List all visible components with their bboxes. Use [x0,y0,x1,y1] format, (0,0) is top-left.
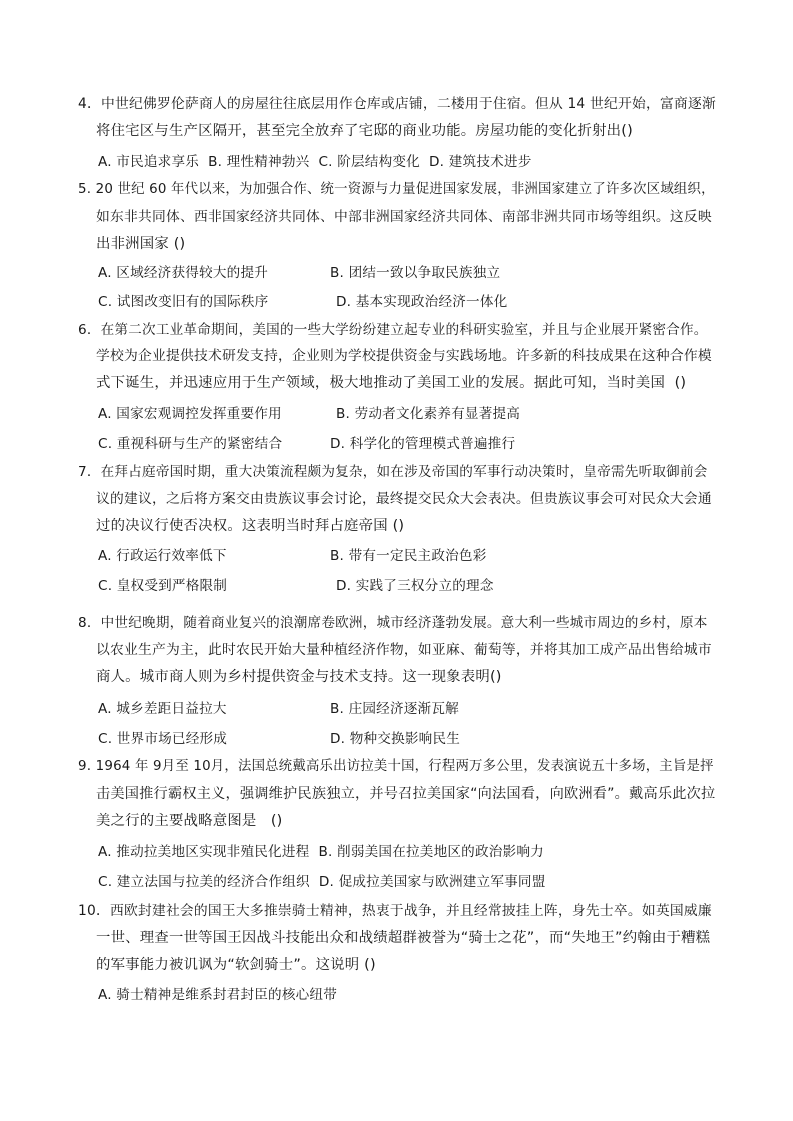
option-d: D. 物种交换影响民生 [330,731,461,747]
question-stem-line: 议的建议，之后将方案交由贵族议事会讨论，最终提交民众大会表决。但贵族议事会可对民众大会通 [96,491,712,507]
option-b: B. 庄园经济逐渐瓦解 [330,701,459,717]
question-stem-line: 美之行的主要战略意图是 () [96,813,283,829]
question-stem-line: 以农业生产为主，此时农民开始大量种植经济作物，如亚麻、葡萄等，并将其加工成产品出售给城市 [96,642,712,658]
question-stem-line: 的军事能力被讥讽为“软剑骑士”。这说明 () [96,957,376,973]
option-c: C. 世界市场已经形成 [98,731,228,747]
question-stem-line: 一世、理查一世等国王因战斗技能出众和战绩超群被誉为“骑士之花”，而“失地王”约翰由于糟糕 [96,930,711,946]
option-c: C. 皇权受到严格限制 [98,578,228,594]
question-stem-line: 7．在拜占庭帝国时期，重大决策流程颇为复杂，如在涉及帝国的军事行动决策时，皇帝需先听取御前会 [78,464,708,480]
question-stem-line: 式下诞生，并迅速应用于生产领域，极大地推动了美国工业的发展。据此可知，当时美国 () [96,375,687,391]
question-stem-line: 5. 20 世纪 60 年代以来，为加强合作、统一资源与力量促进国家发展，非洲国家建立了许多次区域组织， [78,182,715,197]
question-stem-line: 出非洲国家 () [96,236,186,252]
option-c: C. 重视科研与生产的紧密结合 [98,436,283,452]
option-b: B. 带有一定民主政治色彩 [330,548,487,564]
question-stem-line: 过的决议行使否决权。这表明当时拜占庭帝国 () [96,518,405,534]
question-stem-line: 将住宅区与生产区隔开，甚至完全放弃了宅邸的商业功能。房屋功能的变化折射出() [96,123,633,139]
question-stem-line: 商人。城市商人则为乡村提供资金与技术支持。这一现象表明() [96,669,502,685]
option-a: A. 骑士精神是维系封君封臣的核心纽带 [98,987,338,1003]
options-line: A. 市民追求享乐 B. 理性精神勃兴 C. 阶层结构变化 D. 建筑技术进步 [98,154,532,170]
option-b: B. 团结一致以争取民族独立 [330,265,501,281]
option-a: A. 国家宏观调控发挥重要作用 [98,406,282,422]
options-line: A. 推动拉美地区实现非殖民化进程 B. 削弱美国在拉美地区的政治影响力 [98,844,544,860]
question-stem-line: 8．中世纪晚期，随着商业复兴的浪潮席卷欧洲，城市经济蓬勃发展。意大利一些城市周边的乡村，原本 [78,615,708,631]
option-a: A. 区域经济获得较大的提升 [98,265,269,281]
option-d: D. 科学化的管理模式普遍推行 [330,436,516,452]
option-d: D. 实践了三权分立的理念 [336,578,494,594]
option-a: A. 城乡差距日益拉大 [98,701,227,717]
options-line: C. 建立法国与拉美的经济合作组织 D. 促成拉美国家与欧洲建立军事同盟 [98,874,546,890]
option-a: A. 行政运行效率低下 [98,548,227,564]
question-stem-line: 学校为企业提供技术研发支持，企业则为学校提供资金与实践场地。许多新的科技成果在这种合作模 [96,348,712,364]
question-stem-line: 6．在第二次工业革命期间，美国的一些大学纷纷建立起专业的科研实验室，并且与企业展开紧密合作。 [78,322,708,338]
question-stem-line: 击美国推行霸权主义，强调维护民族独立，并号召拉美国家“向法国看，向欧洲看”。戴高乐此次拉 [96,786,716,802]
question-stem-line: 如东非共同体、西非国家经济共同体、中部非洲国家经济共同体、南部非洲共同市场等组织。这反映 [96,209,712,225]
option-c: C. 试图改变旧有的国际秩序 [98,294,269,310]
question-stem-line: 9. 1964 年 9月至 10月，法国总统戴高乐出访拉美十国，行程两万多公里，发表演说五十多场，主旨是抨 [78,759,714,774]
question-stem-line: 4．中世纪佛罗伦萨商人的房屋往往底层用作仓库或店铺，二楼用于住宿。但从 14 世纪开始，富商逐渐 [78,96,716,112]
option-b: B. 劳动者文化素养有显著提高 [336,406,521,422]
question-stem-line: 10．西欧封建社会的国王大多推崇骑士精神，热衷于战争，并且经常披挂上阵，身先士卒。如英国威廉 [78,903,712,919]
option-d: D. 基本实现政治经济一体化 [336,294,508,310]
